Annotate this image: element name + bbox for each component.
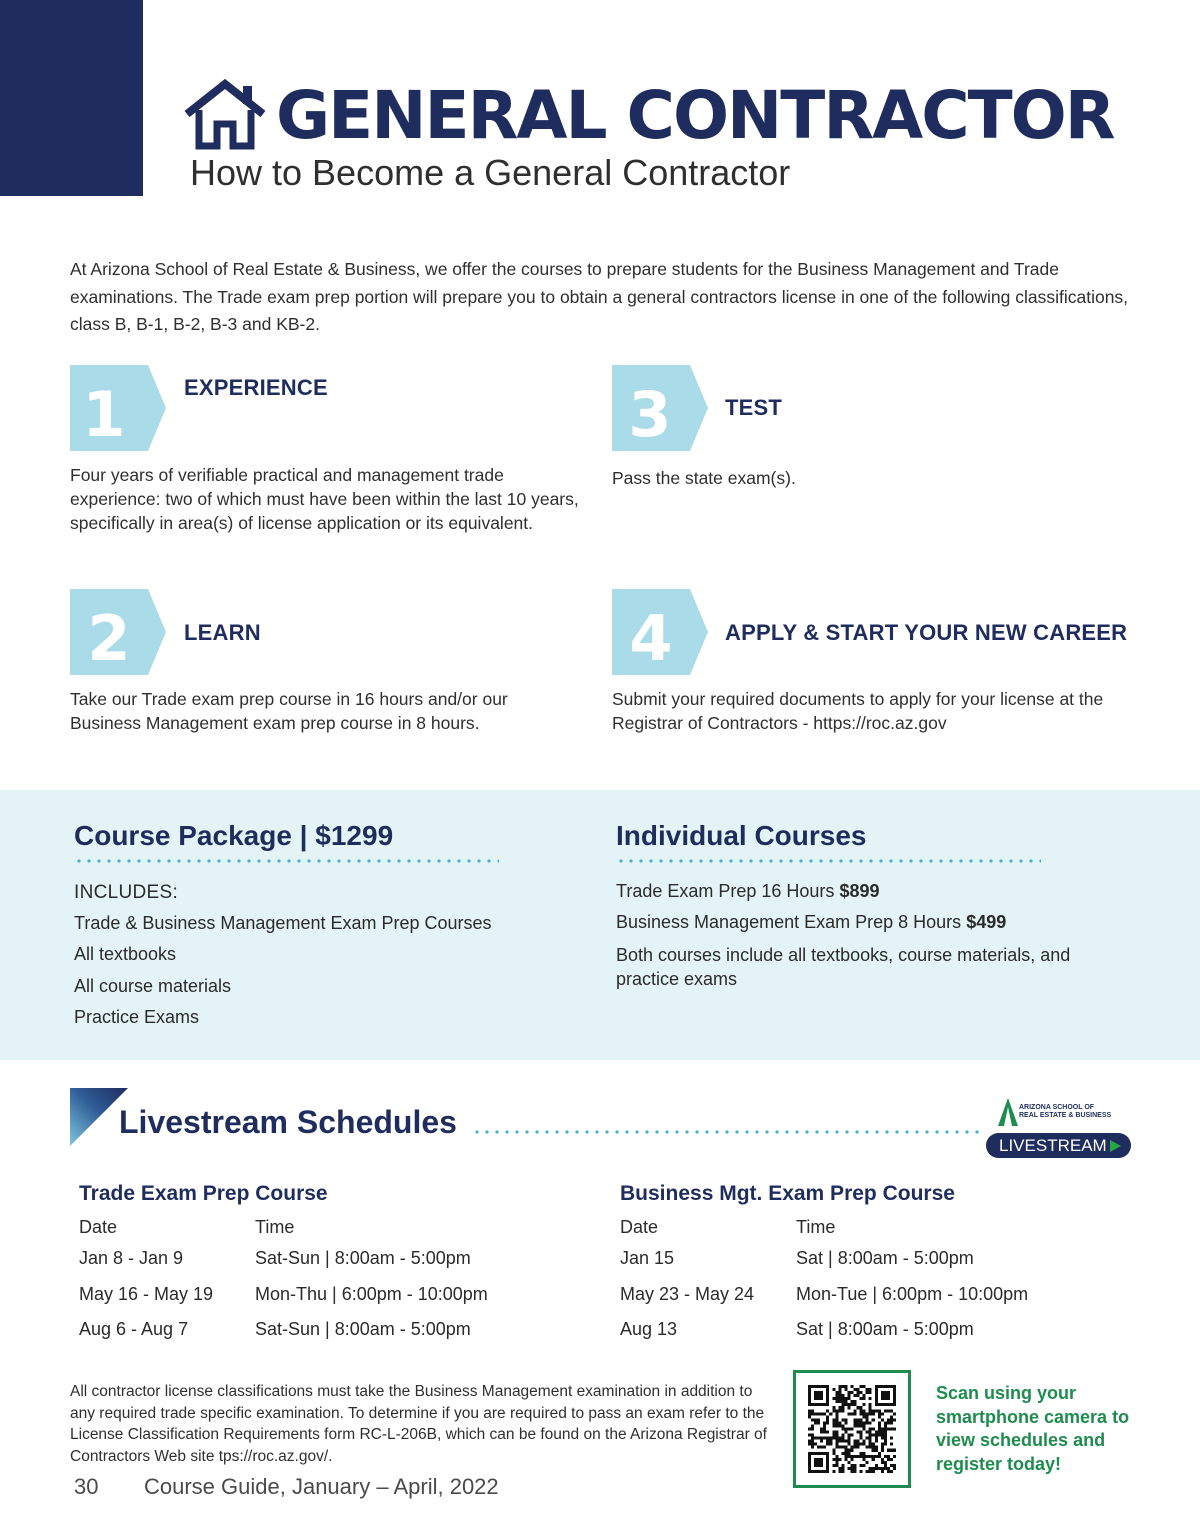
trade-schedule-table <box>79 1213 488 1348</box>
page-footer <box>74 1474 499 1500</box>
tree-icon <box>998 1098 1018 1126</box>
column-header-time: Time <box>796 1216 836 1237</box>
course-name: Trade Exam Prep 16 Hours <box>616 881 835 901</box>
step-description: Four years of verifiable practical and management trade experience: two of which must have been within the last 10 years, specifically in area(s) of license application or its equivalent. <box>70 465 579 533</box>
package-heading: Course Package | $1299 <box>74 820 394 851</box>
dotted-divider <box>74 859 499 863</box>
schedule-time: Mon-Thu | 6:00pm - 10:00pm <box>255 1283 488 1304</box>
livestream-logo <box>986 1096 1131 1160</box>
course-price: $899 <box>839 881 880 901</box>
livestream-label: LIVESTREAM <box>999 1136 1107 1155</box>
table-header-row <box>620 1213 1028 1241</box>
schedule-time: Sat | 8:00am - 5:00pm <box>796 1319 974 1340</box>
livestream-badge <box>986 1133 1131 1158</box>
package-item: Practice Exams <box>74 1006 200 1027</box>
package-item: All course materials <box>74 975 232 996</box>
page-number: 30 <box>74 1474 99 1499</box>
svg-text:4: 4 <box>629 602 673 675</box>
schedule-time: Sat | 8:00am - 5:00pm <box>796 1248 974 1269</box>
page-title: GENERAL CONTRACTOR <box>276 76 1114 154</box>
schedule-date: Jan 8 - Jan 9 <box>79 1248 184 1269</box>
house-icon <box>182 78 268 152</box>
column-header-date: Date <box>79 1216 118 1237</box>
table-row <box>79 1277 488 1313</box>
table-row <box>620 1241 1028 1277</box>
column-header-date: Date <box>620 1216 659 1237</box>
intro-paragraph: At Arizona School of Real Estate & Business, we offer the courses to prepare students for the Business Management and Trade examinations. The Trade exam prep portion will prepare you to obtain a general contractors license in one of the following classifications, class B, B-1, B-2, B-3 and KB-2. <box>70 259 1129 334</box>
step-title: LEARN <box>184 620 261 645</box>
qr-code-icon <box>808 1385 896 1473</box>
step-number-badge <box>612 365 708 451</box>
table-row <box>620 1277 1028 1313</box>
table-row <box>79 1241 488 1277</box>
play-icon <box>1110 1140 1121 1152</box>
individual-note: Both courses include all textbooks, course materials, and practice exams <box>616 945 1071 989</box>
svg-text:1: 1 <box>82 378 126 451</box>
step-title: TEST <box>725 395 783 420</box>
schedule-date: May 23 - May 24 <box>620 1283 755 1304</box>
guide-title: Course Guide, January – April, 2022 <box>144 1474 499 1499</box>
page-header <box>182 70 1114 160</box>
trade-schedule-title: Trade Exam Prep Course <box>79 1182 328 1205</box>
schedule-date: May 16 - May 19 <box>79 1283 214 1304</box>
page-subtitle: How to Become a General Contractor <box>190 152 791 193</box>
business-schedule-table <box>620 1213 1028 1348</box>
package-includes-label: INCLUDES: <box>74 882 179 903</box>
dotted-divider <box>472 1130 980 1134</box>
livestream-heading: Livestream Schedules <box>119 1104 457 1140</box>
course-item <box>616 907 1006 938</box>
business-schedule-title: Business Mgt. Exam Prep Course <box>620 1182 955 1205</box>
step-title: APPLY & START YOUR NEW CAREER <box>725 620 1128 645</box>
individual-course-list <box>616 876 1006 938</box>
logo-wordmark: ARIZONA SCHOOL OF REAL ESTATE & BUSINESS <box>1019 1104 1112 1119</box>
corner-accent-block <box>0 0 143 196</box>
dotted-divider <box>616 859 1041 863</box>
step-description: Pass the state exam(s). <box>612 468 796 488</box>
schedule-time: Mon-Tue | 6:00pm - 10:00pm <box>796 1283 1029 1304</box>
table-row <box>79 1312 488 1348</box>
package-list <box>74 877 492 1033</box>
svg-text:2: 2 <box>87 602 131 675</box>
schedule-date: Jan 15 <box>620 1248 675 1269</box>
step-description: Take our Trade exam prep course in 16 hours and/or our Business Management exam prep course in 8 hours. <box>70 689 508 733</box>
scan-instructions: Scan using your smartphone camera to view schedules and register today! <box>936 1383 1130 1474</box>
column-header-time: Time <box>255 1216 295 1237</box>
step-description: Submit your required documents to apply for your license at the Registrar of Contractors - https://roc.az.gov <box>612 689 1104 733</box>
course-price: $499 <box>966 912 1007 933</box>
step-number-badge <box>612 589 708 675</box>
pricing-band <box>0 790 1200 1060</box>
license-footnote: All contractor license classifications must take the Business Management examination in addition to any required trade specific examination. To determine if you are required to pass an exam refer to the License Classification Requirements form RC-L-206B, which can be found on the Arizona Registrar of Contractors Web site tps://roc.az.gov/. <box>70 1383 767 1465</box>
step-number-badge <box>70 589 166 675</box>
table-header-row <box>79 1213 488 1241</box>
schedule-date: Aug 6 - Aug 7 <box>79 1319 189 1340</box>
svg-text:3: 3 <box>628 378 672 451</box>
schedule-time: Sat-Sun | 8:00am - 5:00pm <box>255 1319 471 1340</box>
step-number-badge <box>70 365 166 451</box>
course-item <box>616 876 1006 907</box>
individual-heading: Individual Courses <box>616 820 867 851</box>
package-item: All textbooks <box>74 944 177 965</box>
qr-code[interactable] <box>793 1370 911 1488</box>
schedule-time: Sat-Sun | 8:00am - 5:00pm <box>255 1248 471 1269</box>
course-name: Business Management Exam Prep 8 Hours <box>616 912 962 933</box>
step-title: EXPERIENCE <box>184 375 328 400</box>
table-row <box>620 1312 1028 1348</box>
package-item: Trade & Business Management Exam Prep Courses <box>74 913 492 934</box>
schedule-date: Aug 13 <box>620 1319 678 1340</box>
